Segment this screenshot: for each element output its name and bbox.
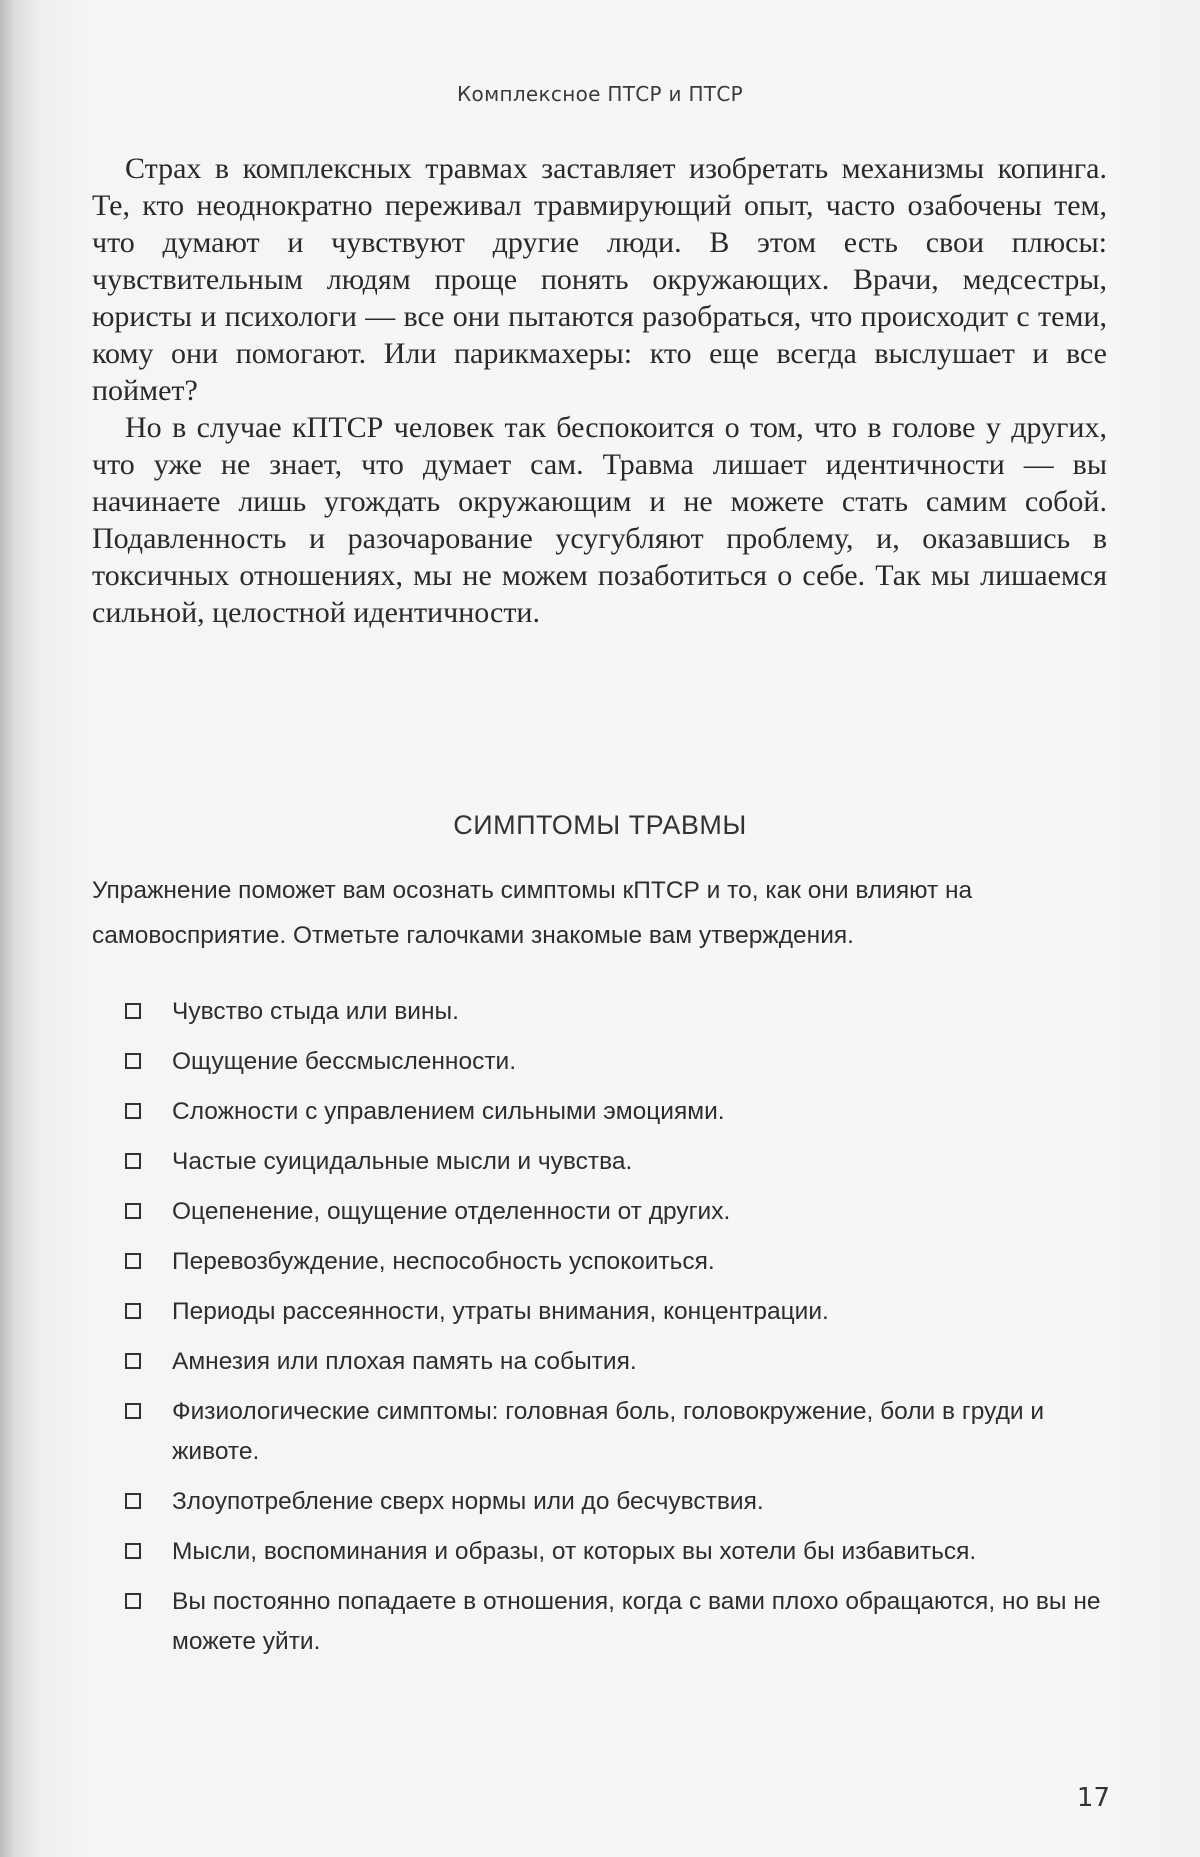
checkbox[interactable] — [125, 1103, 141, 1119]
paragraph: Страх в комплексных травмах заставляет изобретать механизмы копинга. Те, кто неоднократно переживал травмирующий опыт, часто озабочены тем, что думают и чувствуют другие люди. В этом есть свои плюсы: чувствительным людям проще понять окружающих. Врачи, медсестры, юристы и психологи — все они пытаются разобраться, что происходит с теми, кому они помогают. Или парикмахеры: кто еще всегда выслушает и все поймет? — [92, 152, 1107, 407]
checklist-item — [92, 1342, 1112, 1382]
checklist-item — [92, 1582, 1112, 1662]
checkbox[interactable] — [125, 1153, 141, 1169]
checklist-item — [92, 1192, 1112, 1232]
body-text — [92, 150, 1107, 631]
checklist-item — [92, 1292, 1112, 1332]
checklist-item — [92, 992, 1112, 1032]
checklist-item-label: Злоупотребление сверх нормы или до бесчувствия. — [172, 1488, 764, 1515]
checklist-item-label: Ощущение бессмысленности. — [172, 1048, 517, 1075]
paragraph: Но в случае кПТСР человек так беспокоится о том, что в голове у других, что уже не знает, что думает сам. Травма лишает идентичности — вы начинаете лишь угождать окружающим и не можете стать самим собой. Подавленность и разочарование усугубляют проблему, и, оказавшись в токсичных отношениях, мы не можем позаботиться о себе. Так мы лишаемся сильной, целостной идентичности. — [92, 411, 1107, 629]
checklist-item-label: Перевозбуждение, неспособность успокоиться. — [172, 1248, 715, 1275]
checkbox[interactable] — [125, 1253, 141, 1269]
checklist-item — [92, 1482, 1112, 1522]
checklist-item — [92, 1142, 1112, 1182]
checklist-item — [92, 1392, 1112, 1472]
checkbox[interactable] — [125, 1203, 141, 1219]
checkbox[interactable] — [125, 1593, 141, 1609]
checklist-item — [92, 1092, 1112, 1132]
checklist-item-label: Периоды рассеянности, утраты внимания, концентрации. — [172, 1298, 829, 1325]
checklist-item-label: Оцепенение, ощущение отделенности от других. — [172, 1198, 731, 1225]
page-number: 17 — [1076, 1783, 1110, 1813]
exercise-intro: Упражнение поможет вам осознать симптомы кПТСР и то, как они влияют на самовосприятие. Отметьте галочками знакомые вам утверждения. — [92, 877, 973, 949]
checklist-item-label: Амнезия или плохая память на события. — [172, 1348, 637, 1375]
checklist-item-label: Вы постоянно попадаете в отношения, когда с вами плохо обращаются, но вы не можете уйти. — [172, 1588, 1101, 1655]
checklist-item-label: Сложности с управлением сильными эмоциями. — [172, 1098, 725, 1125]
checklist-item-label: Мысли, воспоминания и образы, от которых вы хотели бы избавиться. — [172, 1538, 977, 1565]
checklist-item-label: Частые суицидальные мысли и чувства. — [172, 1148, 633, 1175]
checkbox[interactable] — [125, 1003, 141, 1019]
running-head: Комплексное ПТСР и ПТСР — [457, 82, 743, 106]
checklist-item-label: Чувство стыда или вины. — [172, 998, 459, 1025]
checkbox[interactable] — [125, 1543, 141, 1559]
checklist-item-label: Физиологические симптомы: головная боль, головокружение, боли в груди и животе. — [172, 1398, 1045, 1465]
checkbox[interactable] — [125, 1403, 141, 1419]
checklist-item — [92, 1042, 1112, 1082]
checkbox[interactable] — [125, 1353, 141, 1369]
checklist-item — [92, 1242, 1112, 1282]
checklist-item — [92, 1532, 1112, 1572]
checkbox[interactable] — [125, 1053, 141, 1069]
checkbox[interactable] — [125, 1303, 141, 1319]
symptom-checklist — [92, 992, 1112, 1672]
section-title: СИМПТОМЫ ТРАВМЫ — [453, 810, 747, 840]
checkbox[interactable] — [125, 1493, 141, 1509]
